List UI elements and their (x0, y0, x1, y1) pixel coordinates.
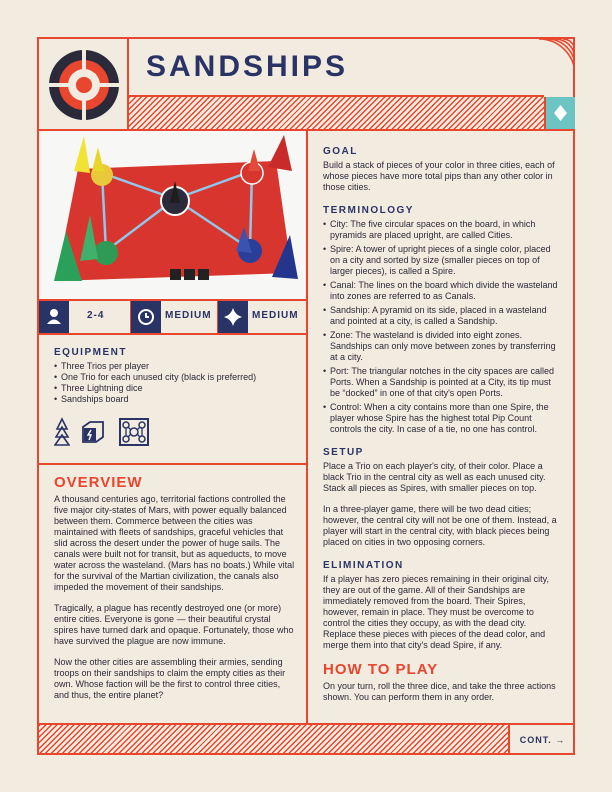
footer-hatch (39, 725, 508, 755)
target-logo-icon (39, 39, 129, 129)
equipment-heading: EQUIPMENT (54, 347, 127, 358)
list-item: • Three Lightning dice (54, 383, 294, 394)
stats-bottom-line (39, 333, 307, 335)
column-divider (306, 131, 308, 723)
equipment-icons (54, 417, 294, 449)
list-item: • Spire: A tower of upright pieces of a single color, placed on a city and sorted by size (smaller pieces on top of larger pieces), is called a Spire. (323, 244, 561, 277)
diamond-complexity-icon (218, 301, 248, 333)
setup-heading: SETUP (323, 447, 364, 458)
equipment-section (54, 347, 294, 449)
setup-paragraph: Place a Trio on each player's city, of their color. Place a black Trio in the central city as well as each unused city. Stack all pieces as Spires, with smaller pieces on top. (323, 461, 546, 493)
overview-paragraph: Tragically, a plague has recently destroyed one (or more) entire cities. Everyone is gone — their beautiful crystal spires have turned dark and opaque. Fortunately, those who have survived the plague are now immune. (54, 603, 294, 646)
diamond-box (544, 97, 575, 129)
overview-heading: OVERVIEW (54, 474, 143, 491)
list-item: • City: The five circular spaces on the board, in which pyramids are placed upright, are called Cities. (323, 219, 561, 241)
play-time: MEDIUM (165, 310, 212, 321)
stats-bar (39, 301, 305, 333)
spire-icon (54, 417, 70, 447)
goal-text: Build a stack of pieces of your color in three cities, each of whose pieces have more total pips than any other color in those cities. (323, 160, 555, 192)
list-item: • Zone: The wasteland is divided into eight zones. Sandships can only move between zones by transferring at a city. (323, 330, 561, 363)
board-icon (118, 417, 150, 447)
list-item: • Canal: The lines on the board which divide the wasteland into zones are referred to as Canals. (323, 280, 561, 302)
overview-paragraph: A thousand centuries ago, territorial factions controlled the five major city-states of Mars, with power equally balanced between them. Commerce between the cities was maintained with fleets of sandships, graceful vehicles that slid across the desert under the power of huge sails. The canals were built not for transit, but as aqueducts, to move water across the wasteland. (Mars has no boats.) While vital for the survival of the Martian civilization, the canals also impeded the movement of their sandships. (54, 494, 295, 592)
how-to-play-heading: HOW TO PLAY (323, 661, 439, 678)
list-item: • Port: The triangular notches in the city spaces are called Ports. When a Sandship is pointed at a City, its tip must be “docked” in one of that city's open Ports. (323, 366, 561, 399)
list-item: • Control: When a city contains more than one Spire, the player whose Spire has the highest total Pip Count controls the city. In case of a tie, no one has control. (323, 402, 561, 435)
corner-arcs (535, 39, 575, 79)
page-title: SANDSHIPS (146, 50, 349, 83)
how-to-play-text: On your turn, roll the three dice, and take the three actions shown. You can perform them in any order. (323, 681, 556, 702)
list-item: • Three Trios per player (54, 361, 294, 372)
diamond-icon (546, 97, 575, 129)
list-item: • Sandships board (54, 394, 294, 405)
terminology-list (323, 219, 561, 435)
lightning-die-icon (80, 419, 106, 445)
continue-link[interactable]: CONT. → (519, 735, 566, 745)
goal-heading: GOAL (323, 146, 358, 157)
elimination-heading: ELIMINATION (323, 560, 404, 571)
elimination-text: If a player has zero pieces remaining in their original city, they are out of the game. All of their Sandships are immediately removed from the board. Their Spires, however, remain in place. They must be overcome to control the cities they occupy, as with the dead city. Replace these pieces with pieces of the dead color, and merge them into that city's dead Spire, if any. (323, 574, 549, 650)
overview-paragraph: Now the other cities are assembling their armies, sending troops on their sandships to claim the empty cities as their own. Whose faction will be the first to control three cities, and thus, the entire planet? (54, 657, 286, 700)
clock-icon (131, 301, 161, 333)
terminology-heading: TERMINOLOGY (323, 205, 414, 216)
list-item: • One Trio for each unused city (black is preferred) (54, 372, 294, 383)
overview-top-line (39, 463, 307, 465)
player-icon (39, 301, 69, 333)
logo-box (39, 39, 129, 129)
overview-section (54, 474, 297, 701)
players-count: 2-4 (87, 310, 105, 321)
complexity-level: MEDIUM (252, 310, 299, 321)
header-hatch (129, 97, 544, 129)
setup-paragraph: In a three-player game, there will be two dead cities; however, the central city will not be one of them. Instead, a player will start in the central city, with black pieces being placed on cities in two opposing corners. (323, 504, 557, 547)
right-column (323, 146, 561, 703)
board-photo (40, 131, 305, 299)
list-item: • Sandship: A pyramid on its side, placed in a wasteland and pointed at a city, is called a Sandship. (323, 305, 561, 327)
equipment-list (54, 361, 294, 405)
